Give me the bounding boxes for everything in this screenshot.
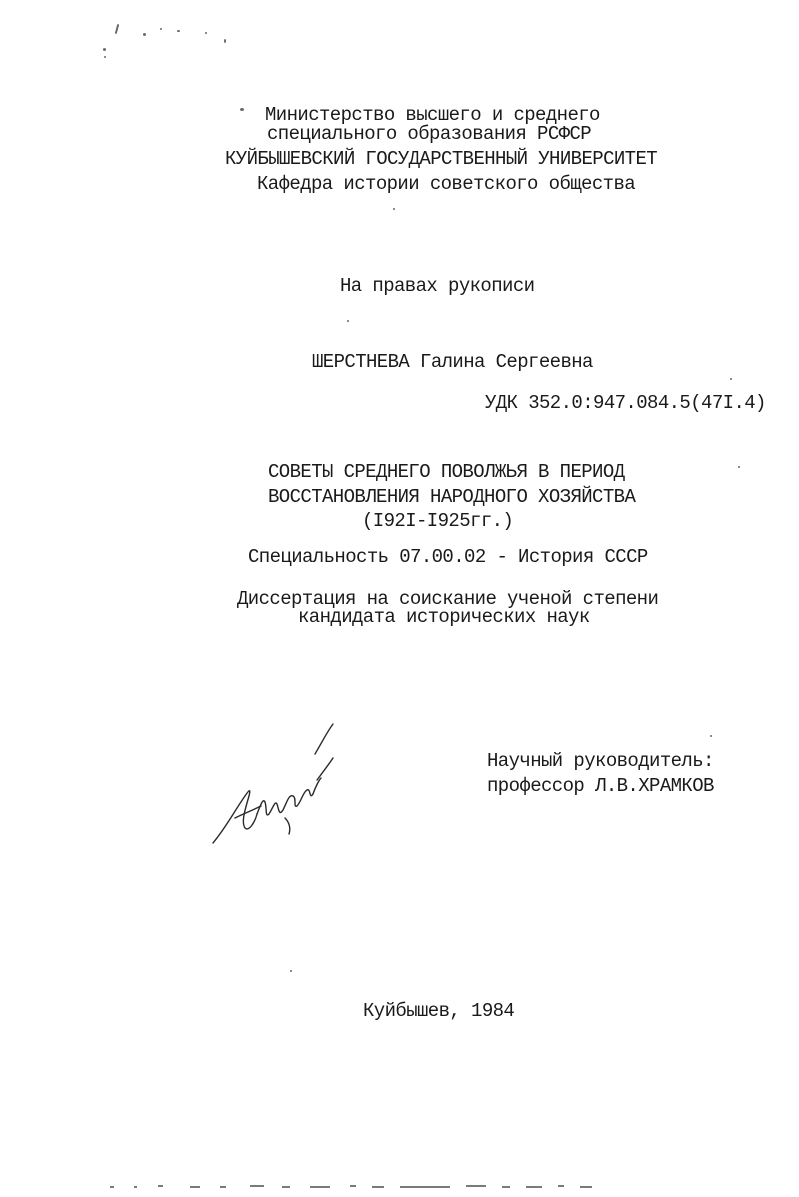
thesis-title-line-1: СОВЕТЫ СРЕДНЕГО ПОВОЛЖЬЯ В ПЕРИОД (268, 461, 625, 483)
handwritten-signature (205, 718, 340, 853)
scan-speck (393, 208, 395, 210)
scan-speck (205, 32, 207, 34)
supervisor-label: Научный руководитель: (487, 750, 714, 772)
ministry-line-2: специального образования РСФСР (267, 123, 592, 145)
specialty: Специальность 07.00.02 - История СССР (248, 546, 648, 568)
scan-speck (347, 320, 349, 322)
place-and-year: Куйбышев, 1984 (363, 1000, 515, 1022)
scan-speck (738, 466, 740, 468)
scan-speck (115, 24, 120, 34)
udc-code: УДК 352.0:947.084.5(47I.4) (485, 392, 766, 414)
scan-speck (224, 39, 226, 43)
scan-speck (160, 28, 162, 30)
scan-speck (290, 970, 292, 972)
scan-speck (710, 735, 712, 737)
thesis-title-line-2: ВОССТАНОВЛЕНИЯ НАРОДНОГО ХОЗЯЙСТВА (268, 486, 636, 508)
scan-speck (730, 378, 732, 380)
scan-speck (104, 56, 106, 58)
department-name: Кафедра истории советского общества (257, 173, 636, 195)
scan-speck (143, 33, 146, 36)
scan-speck (103, 48, 106, 51)
supervisor-name: профессор Л.В.ХРАМКОВ (487, 775, 714, 797)
scan-speck (177, 30, 180, 32)
scan-edge-noise (110, 1184, 690, 1190)
scan-speck (240, 108, 244, 111)
thesis-title-line-3: (I92I-I925гг.) (362, 510, 514, 532)
dissertation-line-1: Диссертация на соискание ученой степени (237, 588, 659, 610)
university-name: КУЙБЫШЕВСКИЙ ГОСУДАРСТВЕННЫЙ УНИВЕРСИТЕТ (225, 148, 658, 170)
author-name: ШЕРСТНЕВА Галина Сергеевна (312, 351, 593, 373)
dissertation-line-2: кандидата исторических наук (298, 606, 590, 628)
manuscript-note: На правах рукописи (340, 275, 535, 297)
ministry-line-1: Министерство высшего и среднего (265, 104, 600, 126)
